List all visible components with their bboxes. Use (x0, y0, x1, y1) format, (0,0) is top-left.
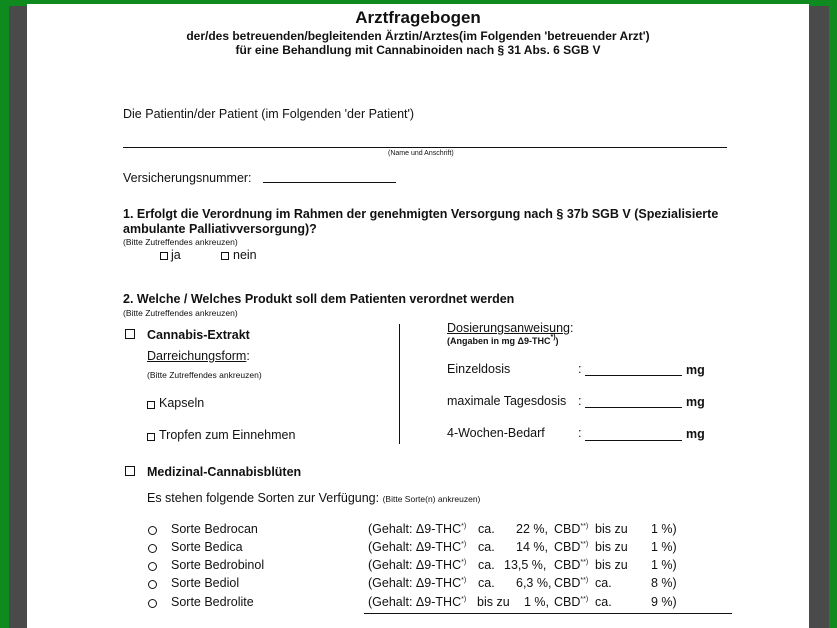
cbd-prefix: CBD (554, 540, 581, 554)
thc-footnote: *) (461, 577, 467, 584)
thc-prefix: (Gehalt: Δ9-THC (368, 576, 462, 590)
darreichungsform-hint: (Bitte Zutreffendes ankreuzen) (147, 370, 262, 380)
question-1-line-1: 1. Erfolgt die Verordnung im Rahmen der genehmigten Versorgung nach § 37b SGB V (Spezialisierte (123, 207, 719, 221)
name-caption: (Name und Anschrift) (388, 150, 454, 157)
radio-bedrobinol[interactable] (148, 562, 157, 571)
thc-qualifier: bis zu (477, 595, 510, 609)
tagesdosis-colon: : (578, 394, 582, 408)
sorten-hint: (Bitte Sorte(n) ankreuzen) (382, 494, 481, 504)
dosage-hint: (Angaben in mg Δ9-THC (447, 336, 551, 346)
cbd-qualifier: ca. (595, 595, 612, 609)
option-ja-label: ja (171, 248, 181, 262)
patient-label: Die Patientin/der Patient (im Folgenden 'der Patient') (123, 107, 415, 121)
kapseln-label: Kapseln (159, 396, 205, 410)
document-subtitle-2: für eine Behandlung mit Cannabinoiden nach § 31 Abs. 6 SGB V (235, 43, 601, 57)
cbd-value: 1 %) (651, 522, 677, 536)
cbd-qualifier: bis zu (595, 522, 628, 536)
einzeldosis-unit: mg (686, 363, 705, 377)
thc-qualifier: ca. (478, 558, 495, 572)
thc-footnote: *) (461, 559, 467, 566)
thc-footnote: *) (461, 596, 467, 603)
radio-bedrocan[interactable] (148, 526, 157, 535)
option-nein-label: nein (233, 248, 257, 262)
cbd-footnote: **) (580, 541, 589, 548)
dosierungsanweisung-label: Dosierungsanweisung (447, 321, 570, 335)
dosage-hint-footnote: *) (550, 334, 556, 341)
cbd-footnote: **) (580, 523, 589, 530)
thc-value: 1 %, (524, 595, 550, 609)
thc-prefix: (Gehalt: Δ9-THC (368, 540, 462, 554)
checkbox-cannabisblueten[interactable] (125, 466, 135, 476)
checkbox-cannabis-extrakt[interactable] (125, 329, 135, 339)
cbd-prefix: CBD (554, 558, 581, 572)
cbd-value: 1 %) (651, 558, 677, 572)
tagesdosis-unit: mg (686, 395, 705, 409)
document-page (27, 4, 809, 628)
column-divider (399, 324, 400, 444)
insurance-label: Versicherungsnummer: (123, 171, 252, 185)
sorten-intro: Es stehen folgende Sorten zur Verfügung: (147, 491, 380, 505)
green-frame-right (829, 0, 837, 628)
radio-bedrolite[interactable] (148, 599, 157, 608)
darreichungsform-label: Darreichungsform (147, 349, 247, 363)
cbd-footnote: **) (580, 577, 589, 584)
wochenbedarf-colon: : (578, 426, 582, 440)
thc-prefix: (Gehalt: Δ9-THC (368, 522, 462, 536)
einzeldosis-label: Einzeldosis (447, 362, 511, 376)
dosage-hint-close: ) (555, 336, 559, 346)
strain-name: Sorte Bedrolite (171, 595, 254, 609)
cbd-qualifier: bis zu (595, 558, 628, 572)
checkbox-kapseln[interactable] (147, 401, 155, 409)
strain-name: Sorte Bedrobinol (171, 558, 265, 572)
strain-name: Sorte Bedica (171, 540, 243, 554)
cbd-qualifier: ca. (595, 576, 612, 590)
cbd-value: 9 %) (651, 595, 677, 609)
thc-footnote: *) (461, 523, 467, 530)
document-title: Arztfragebogen (355, 8, 481, 27)
thc-value: 13,5 %, (504, 558, 547, 572)
einzeldosis-colon: : (578, 362, 582, 376)
question-2: 2. Welche / Welches Produkt soll dem Patienten verordnet werden (123, 292, 515, 306)
checkbox-ja[interactable] (160, 252, 168, 260)
thc-qualifier: ca. (478, 522, 495, 536)
thc-footnote: *) (461, 541, 467, 548)
checkbox-tropfen[interactable] (147, 433, 155, 441)
einzeldosis-input-line[interactable] (585, 375, 682, 376)
cbd-footnote: **) (580, 596, 589, 603)
thc-value: 6,3 %, (516, 576, 552, 590)
wochenbedarf-input-line[interactable] (585, 440, 682, 441)
question-1-line-2: ambulante Palliativversorgung)? (123, 222, 317, 236)
checkbox-nein[interactable] (221, 252, 229, 260)
tagesdosis-label: maximale Tagesdosis (447, 394, 567, 408)
thc-qualifier: ca. (478, 540, 495, 554)
insurance-number-line[interactable] (263, 182, 396, 183)
cbd-prefix: CBD (554, 576, 581, 590)
green-frame-left (0, 0, 9, 628)
cbd-prefix: CBD (554, 595, 581, 609)
cannabisblueten-label: Medizinal-Cannabisblüten (147, 465, 302, 479)
cbd-prefix: CBD (554, 522, 581, 536)
strain-name: Sorte Bedrocan (171, 522, 258, 536)
thc-prefix: (Gehalt: Δ9-THC (368, 595, 462, 609)
wochenbedarf-label: 4-Wochen-Bedarf (447, 426, 545, 440)
cbd-qualifier: bis zu (595, 540, 628, 554)
thc-prefix: (Gehalt: Δ9-THC (368, 558, 462, 572)
cbd-value: 8 %) (651, 576, 677, 590)
tagesdosis-input-line[interactable] (585, 407, 682, 408)
question-1-hint: (Bitte Zutreffendes ankreuzen) (123, 237, 238, 247)
thc-qualifier: ca. (478, 576, 495, 590)
cbd-value: 1 %) (651, 540, 677, 554)
tropfen-label: Tropfen zum Einnehmen (159, 428, 296, 442)
table-bottom-rule (364, 613, 732, 614)
cbd-footnote: **) (580, 559, 589, 566)
thc-value: 22 %, (516, 522, 548, 536)
darreichungsform-colon: : (246, 349, 250, 363)
wochenbedarf-unit: mg (686, 427, 705, 441)
dosierungsanweisung-colon: : (570, 321, 574, 335)
question-2-hint: (Bitte Zutreffendes ankreuzen) (123, 308, 238, 318)
thc-value: 14 %, (516, 540, 548, 554)
patient-name-line[interactable] (123, 147, 727, 148)
strain-name: Sorte Bediol (171, 576, 240, 590)
radio-bedica[interactable] (148, 544, 157, 553)
radio-bediol[interactable] (148, 580, 157, 589)
document-subtitle-1: der/des betreuenden/begleitenden Ärztin/Arztes(im Folgenden 'betreuender Arzt') (186, 29, 650, 43)
cannabis-extrakt-label: Cannabis-Extrakt (147, 328, 250, 342)
